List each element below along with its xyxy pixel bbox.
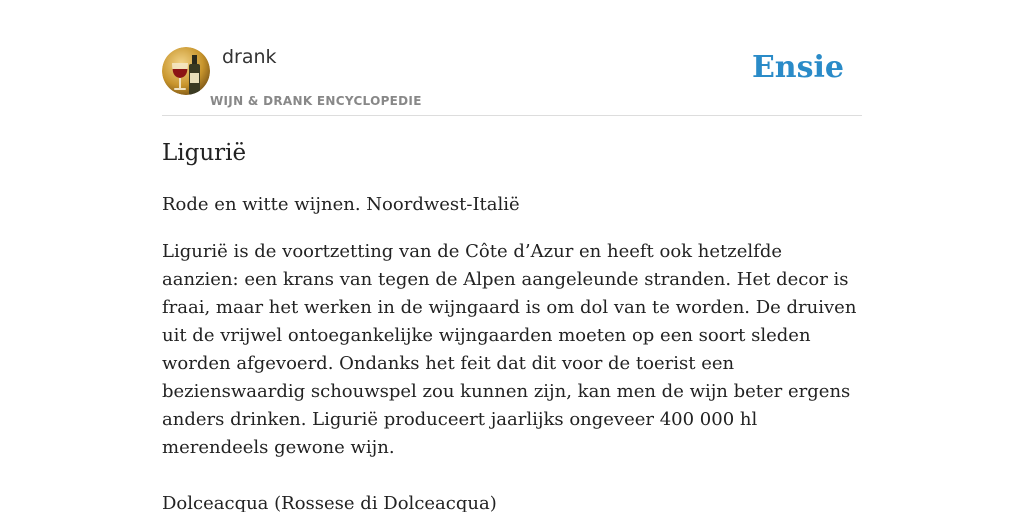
article-body: [162, 238, 862, 512]
header: [162, 0, 862, 116]
article-paragraph: Dolceacqua (Rossese di Dolceacqua): [162, 493, 497, 512]
page: [162, 0, 862, 512]
site-name[interactable]: drank: [222, 46, 277, 68]
wine-glass-bottle-icon[interactable]: [162, 47, 210, 95]
site-subtitle: WIJN & DRANK ENCYCLOPEDIE: [210, 94, 422, 108]
article-paragraph: Ligurië is de voortzetting van de Côte d’Azur en heeft ook hetzelfde aanzien: een krans van tegen de Alpen aangeleunde stranden. Het decor is fraai, maar het werken in de wijngaard is om dol van te worden. De druiven uit de vrijwel ontoegankelijke wijngaarden moeten op een soort sleden worden afgevoerd. Ondanks het feit dat dit voor de toerist een bezienswaardig schouwspel zou kunnen zijn, kan men de wijn beter ergens anders drinken. Ligurië produceert jaarlijks ongeveer 400 000 hl merendeels gewone wijn.: [162, 241, 857, 458]
brand-logo[interactable]: Ensie: [751, 50, 844, 85]
page-title: Ligurië: [162, 140, 247, 166]
article-subtitle: Rode en witte wijnen. Noordwest-Italië: [162, 194, 520, 215]
